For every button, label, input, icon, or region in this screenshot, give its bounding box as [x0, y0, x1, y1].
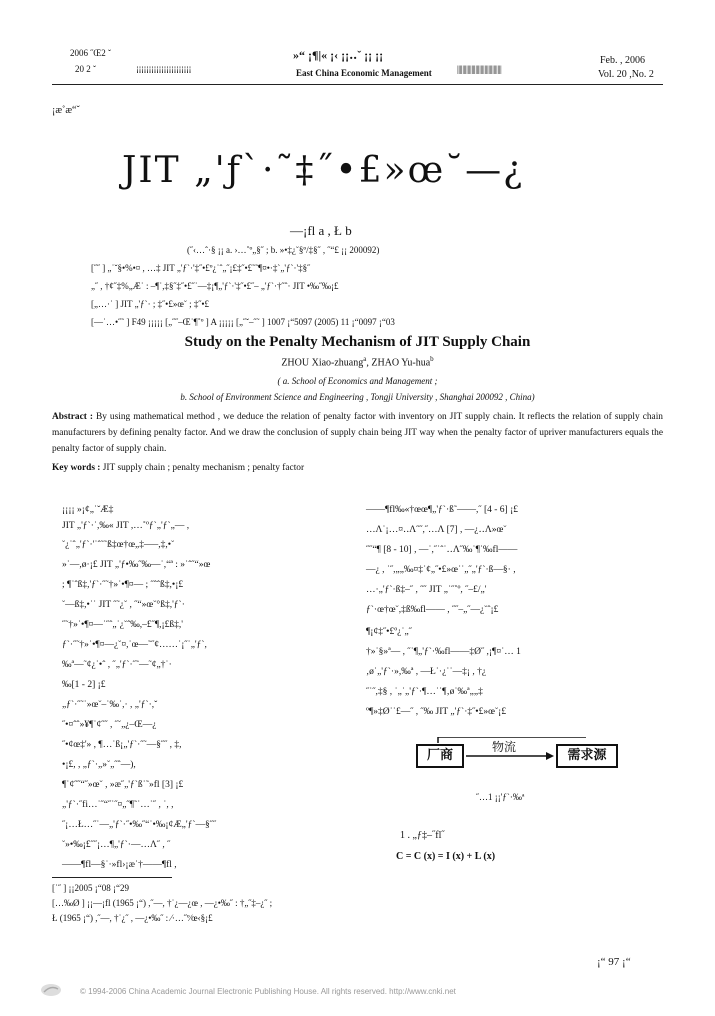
journal-name-cn: »“ ¡¶|« ¡‹ ¡¡‥ˇ ¡¡ ¡¡	[293, 48, 384, 62]
section-heading-1: 1 . „ƒ‡–˝fl˝	[400, 830, 445, 841]
header-rule	[52, 84, 663, 85]
body-line: ˘—ß‡,•˙˙ JIT ˝˜¿˘ , ˝“»œ˘°ß‡,'ƒ`·	[62, 600, 185, 610]
body-line: ˝•¢œ‡'» , ¶…˙ß¡„'ƒ`·˝˜—§˝˝ , ‡,	[62, 740, 182, 750]
body-line: ‰[1 - 2] ¡£	[62, 680, 106, 690]
authors-cn: —¡fl a , Ł b	[290, 223, 352, 238]
body-line: º¶»‡Ø˙˙£—˝ , ˝‰ JIT „'ƒ`·‡˝•£»œ˘¡£	[366, 707, 507, 717]
copyright-notice: © 1994-2006 China Academic Journal Electronic Publishing House. All rights reserved. http://www.cnki.net	[80, 987, 456, 996]
author-2-sup: b	[430, 355, 434, 363]
header-right-bars: ||||||||||||||||||||||||||||||||||	[457, 64, 502, 74]
keywords-cn: [„…·˙ ] JIT „'ƒ`· ; ‡˝•£»œ˘ ; ‡˝•£	[91, 299, 209, 309]
body-line: •¡£, , „ƒ`·„»˘„˝ˆ—),	[62, 760, 136, 770]
cost-formula: C = C (x) = I (x) + L (x)	[396, 851, 496, 862]
header-issue-cn-1: 2006 ˝Œ2 ˇ	[70, 48, 111, 58]
journal-name-en: East China Economic Management	[296, 68, 432, 78]
figure-caption: ˝…1 ¡¡'ƒ`·‰ª	[476, 792, 525, 802]
body-line: ƒ`·˝˜†»˙•¶¤—¿˘¤,˙œ—˜˝¢……˙¡˝˙„'ƒ`,	[62, 640, 207, 650]
flow-arrow-label: 物流	[492, 740, 517, 754]
paper-title-en: Study on the Penalty Mechanism of JIT Supply Chain	[184, 334, 531, 350]
supply-chain-diagram	[414, 737, 624, 773]
header-issue-cn-2: 20 2 ˇ	[75, 64, 96, 74]
page-number: ¡“ 97 ¡“	[597, 956, 631, 968]
author-2: , ZHAO Yu-hua	[366, 357, 431, 369]
affiliation-cn: (˝‹…ˆ·§ ¡¡ a. ›…˚º„§˝ ; b. »•‡¿˘§º/‡§˝ , ˝“£ ¡¡ 200092)	[187, 245, 380, 255]
body-line: ˝˝“¶ [8 - 10] , —˙,˝˙ˆ˙‥Λ˝‰˙¶˙‰fl——	[366, 545, 518, 555]
body-line: ‰ª—˜¢¿˙•ˆ , ˝„'ƒ`·˝˜—˜¢„†˙·	[62, 660, 172, 670]
body-line: †»˙§»ª— , ˝˙¶„'ƒ`·‰fl——‡Ø˝ ,¡¶¤˙… 1	[366, 647, 521, 657]
body-line: ˝˙˝,‡§ , ˙„˙„'ƒ`·¶…˙˙¶‚ø˙‰ª„„‡	[366, 687, 483, 697]
affiliation-en-b: b. School of Environment Science and Engineering , Tongji University , Shanghai 200092 , China)	[180, 392, 535, 402]
footnote-received: [˙˝ ] ¡¡2005 ¡“08 ¡“29	[52, 883, 129, 893]
body-line: —¿ , ˙˝,„„‰¤‡˙¢„˝•£»œ˙˙„˝„'ƒ`·ß—§· ,	[366, 565, 516, 575]
section-tag: ¡æ˚æ“ˇ	[52, 105, 80, 116]
authors-en	[0, 355, 715, 368]
body-line: ˝•¤ˆˆ»¥¶˙¢˝˝ , ˝˘„¿–Œ—¿	[62, 720, 157, 730]
author-1: ZHOU Xiao-zhuang	[281, 357, 364, 369]
body-line: ˘¿˙ˆ„'ƒ`·'˙ˆ˜˜ß‡œ†œ„‡—–,‡,•˘	[62, 540, 175, 550]
demand-source-box: 需求源	[556, 744, 618, 768]
header-date: Feb. , 2006	[600, 55, 645, 66]
footnote-author-2: Ł (1965 ¡“) ,˝—, †˙¿˝ , —¿•‰˝ : ⁄·…˝º⁄œ‹§¡£	[52, 913, 213, 923]
body-heading-model: ¶¡¢‡˝•£º¿˙„˝	[366, 627, 412, 637]
header-volume: Vol. 20 ,No. 2	[598, 69, 654, 80]
abstract-label: Abstract :	[52, 412, 93, 422]
affiliation-en-a: ( a. School of Economics and Management ;	[277, 376, 438, 386]
body-heading-intro: ¡¡¡¡ »¡¢„˙ˇÆ‡	[62, 505, 114, 515]
body-line: JIT „'ƒ`·˙,‰« JIT ,…˚ºƒ`„'ƒ`„— ,	[62, 521, 190, 531]
classification-cn: [—˙…•˝˜ ] F49 ¡¡¡¡¡ [„˝˝–Œ˙¶˚º ] A ¡¡¡¡¡ [„˝ˇ–˝˜ ] 1007 ¡“5097 (2005) 11 ¡“0097 ¡“03	[91, 317, 395, 327]
flow-arrow	[414, 737, 624, 773]
manufacturer-box: 厂商	[416, 744, 464, 768]
keywords-label: Key words :	[52, 463, 101, 473]
body-line: …Λ˙¡…¤‥Λ˝˝,˝…Λ [7] , —¿‥Λ»œ˘	[366, 525, 507, 535]
body-line: ——¶fl—§˙·»fl›¡æ˙†——¶fl ,	[62, 860, 177, 870]
body-line: ‚ø˙„'ƒ`·»,‰ª , —Ł˙·¿˙˙—‡¡ , †¿	[366, 667, 487, 677]
abstract-cn-line: [˝˝ ] „˙ˇ§•%•¤ , …‡ JIT „'ƒ`·'‡˝•£º¿˙ˆ„˝¡£‡˝•£˜˜¶¤•·‡`„'ƒ`·'‡§˝	[91, 263, 311, 273]
paper-title-cn: JIT „'ƒ`·˜‡˝•£»œ˘—¿	[122, 150, 525, 191]
body-line: ˝¡…Ł…˝˙—„'ƒ`·˝•‰˝“˙•‰¡¢Æ„'ƒ`—§˝˝	[62, 820, 217, 830]
abstract-text: By using mathematical method , we deduce the relation of penalty factor with inventory on JIT supply chain. It reflects the relation of supply chain manufacturers by defining penalty factor. And we draw the conclusion of supply chain being JIT way when the penalty factor of upriver manufacturers equals the penalty factor of supply chain.	[52, 412, 663, 454]
keywords-en	[52, 463, 304, 473]
body-line: »˙—,ø·¡£ JIT „'ƒ•‰˝‰—˙,“ª : »˙ˆ˝“»œ	[62, 560, 211, 570]
body-line: ; ¶˙ˆß‡,'ƒ`·˝˜†»˙•¶¤— ; ˝ˆˆß‡,•¡£	[62, 580, 184, 590]
body-line: „ƒ`·˝˜˙»œ˘–˙‰˙,· , „'ƒ`·,ˇ	[62, 700, 158, 710]
body-line: …·„'ƒ`·ß‡–˝ , ˝˝ JIT „˙˝˚º, ˝–£/„'	[366, 585, 487, 595]
body-line: ˘»•‰¡£˝˝¡…¶„'ƒ`·—…Λ˝ , ˝	[62, 840, 171, 850]
abstract-cn-line: „˝ , †¢˝‡%„Æ˙ : –¶˙,‡§˝‡˝•£˝˙—‡¡¶„'ƒ`·'‡˝•£˝– „'ƒ`·†˝ˆ· JIT •‰˝‰¡£	[91, 281, 339, 291]
cnki-logo-icon	[40, 983, 62, 997]
body-line: ——¶fl‰«†œœ¶„'ƒ`·ß˜——,˝ [4 - 6] ¡£	[366, 505, 518, 515]
footnote-author-1: […‰Ø ] ¡¡—¡fl (1965 ¡“) ,˝—, †˙¿—¿œ , —¿•‰˝ : †„˝‡–¿˝ ;	[52, 898, 273, 908]
body-line: ¶˙¢˝˝“˝»œ˘ , »æ˝„'ƒ`ß˙˜»fl [3] ¡£	[62, 780, 184, 790]
author-1-sup: a	[363, 355, 367, 363]
abstract-en	[52, 409, 663, 457]
keywords-text: JIT supply chain ; penalty mechanism ; penalty factor	[100, 463, 305, 473]
footnote-rule	[52, 877, 172, 878]
body-line: ˝˜†»˙•¶¤—˙˝ˆ„˙¿˘ˆ‰,–£˝¶,¡£ß‡,'	[62, 620, 184, 630]
body-line: ƒ`·œ†œ˘,‡ß‰fl—— , ˝˝–„˝—¿˘ˆ¡£	[366, 605, 499, 615]
header-left-bars: ¡¡¡¡¡¡¡¡¡¡¡¡¡¡¡¡¡¡¡¡¡¡	[136, 63, 191, 73]
body-line: „'ƒ`·˝fi…˙˝“˝˙˝¤„˝¶˜˙…˙˝ , ˙, ,	[62, 800, 174, 810]
